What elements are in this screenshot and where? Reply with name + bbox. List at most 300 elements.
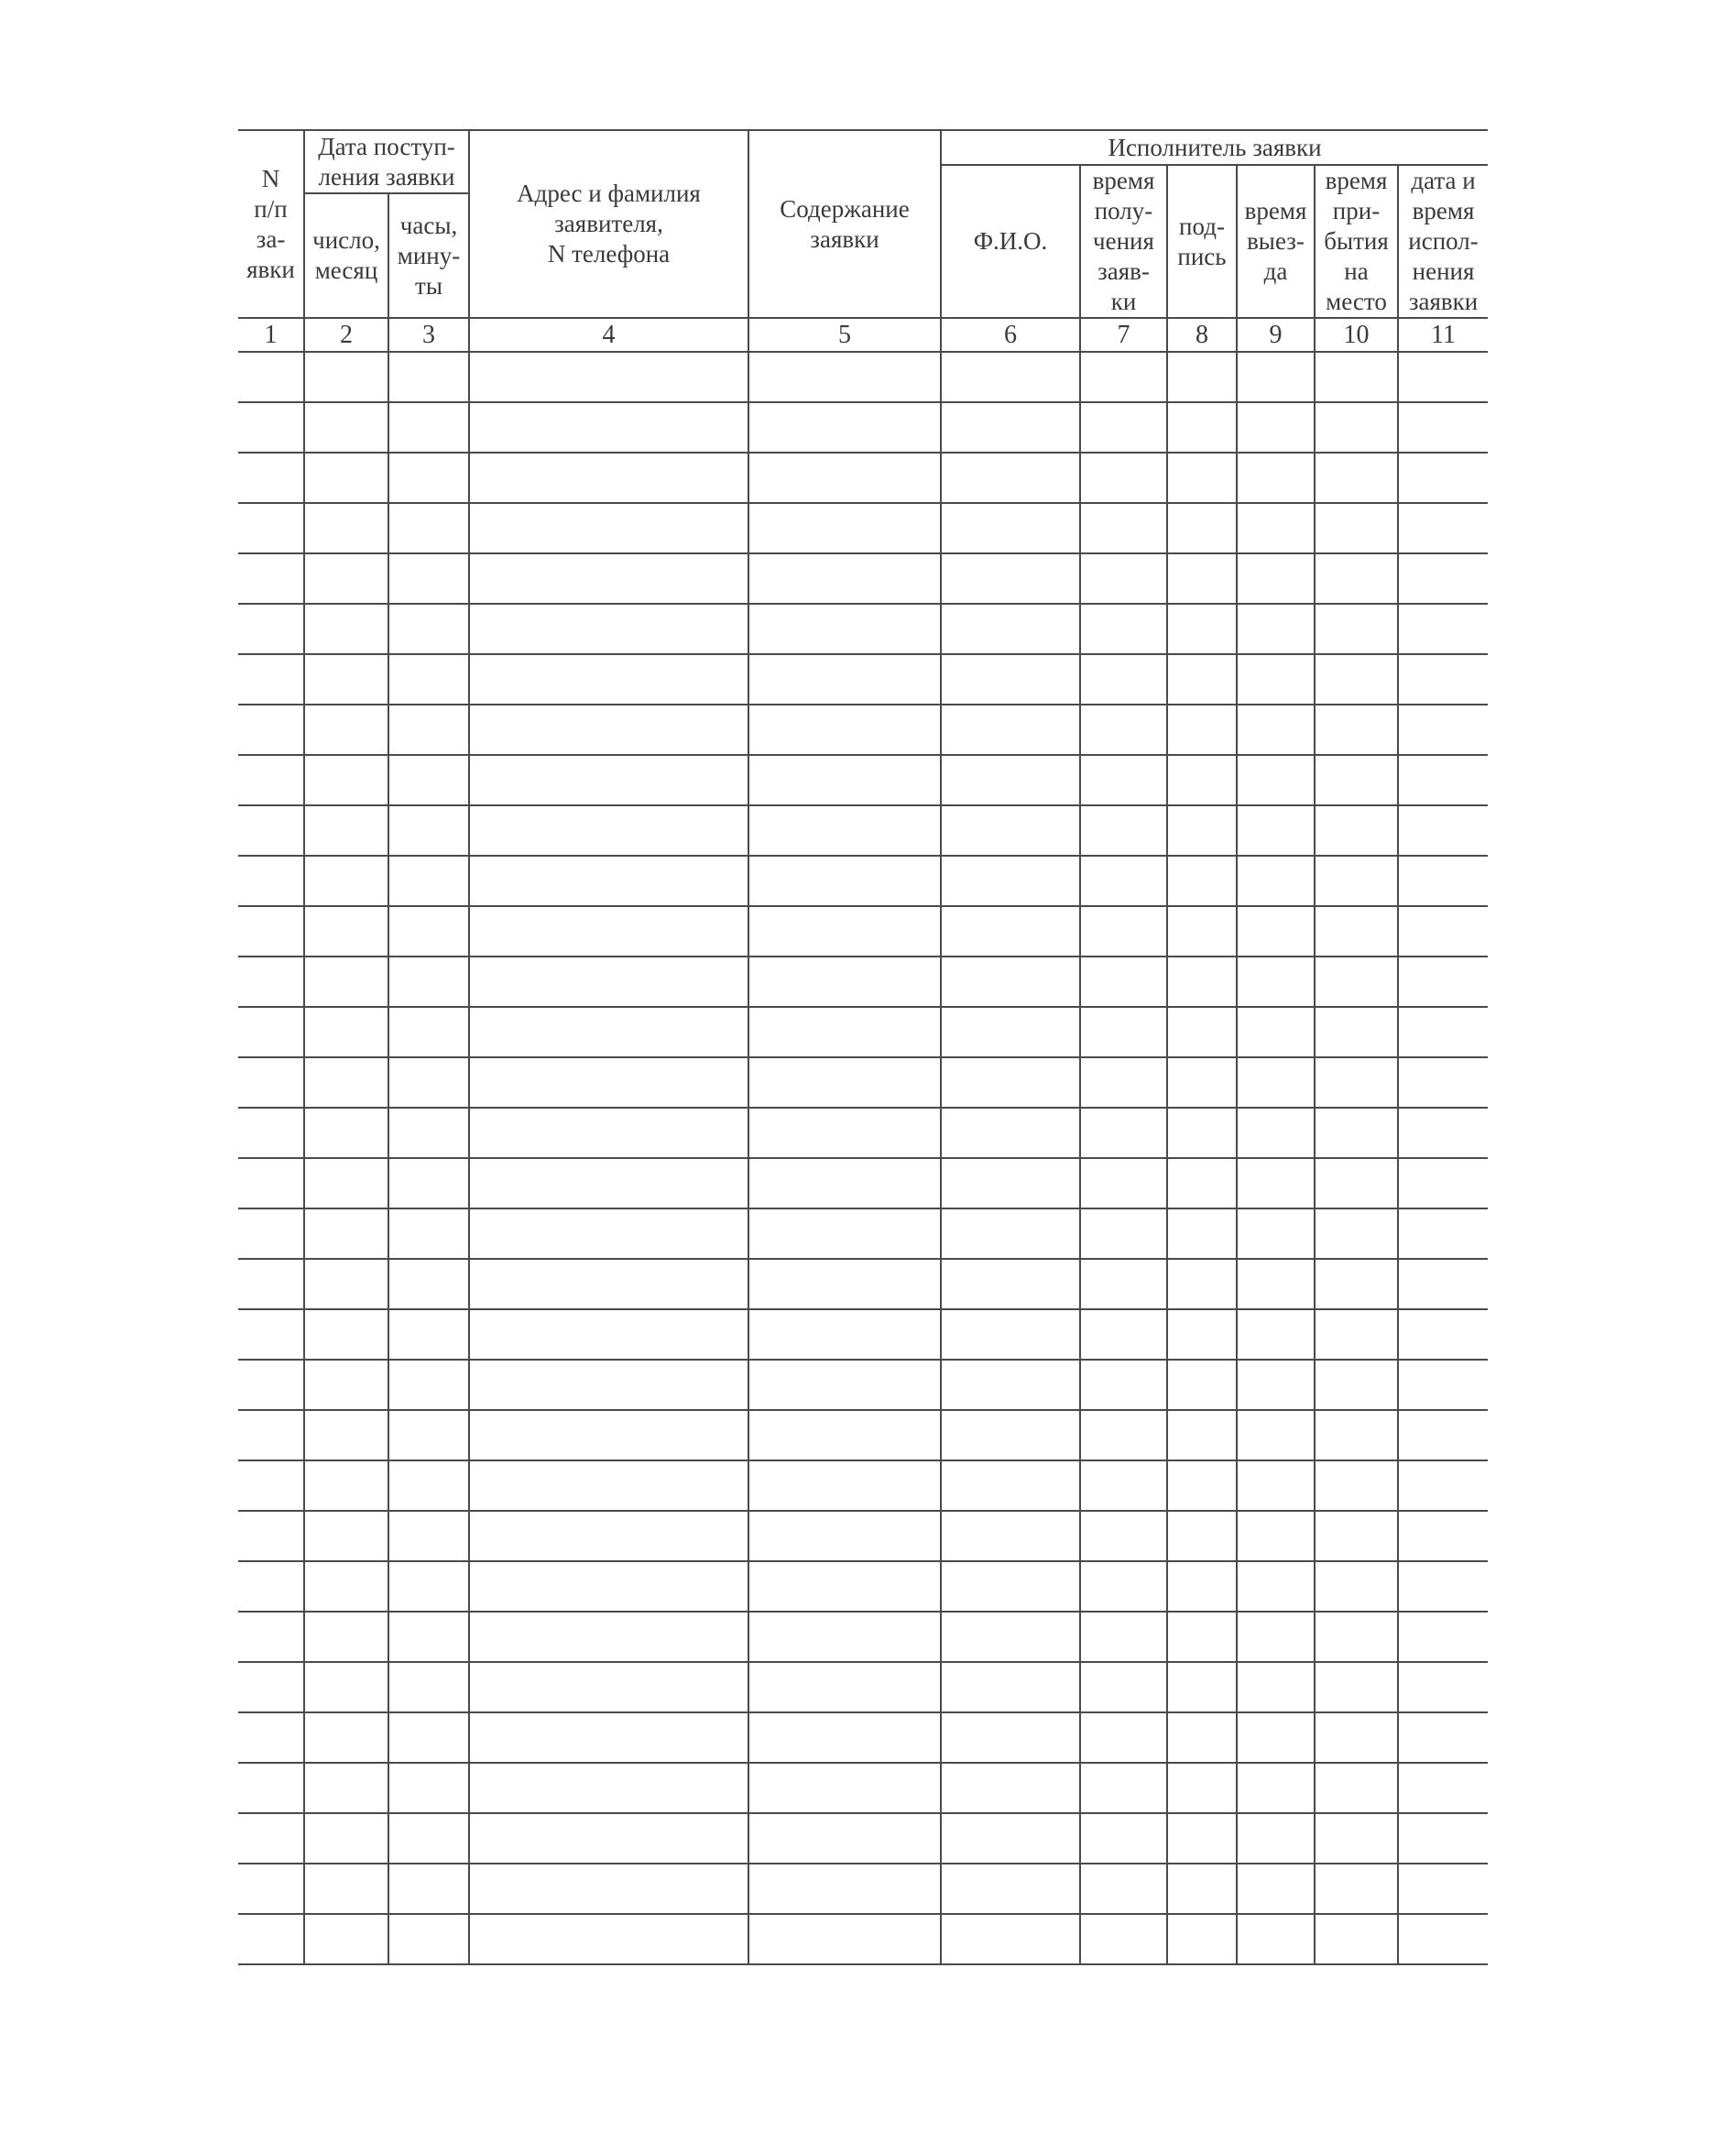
entry-cell[interactable] xyxy=(1167,1813,1237,1864)
entry-cell[interactable] xyxy=(1398,1158,1488,1208)
entry-cell[interactable] xyxy=(1080,705,1167,755)
entry-cell[interactable] xyxy=(469,1813,748,1864)
entry-cell[interactable] xyxy=(748,1158,941,1208)
entry-cell[interactable] xyxy=(1080,1108,1167,1158)
entry-cell[interactable] xyxy=(1237,1057,1315,1108)
entry-cell[interactable] xyxy=(388,906,469,957)
entry-cell[interactable] xyxy=(748,1460,941,1511)
entry-cell[interactable] xyxy=(1080,402,1167,453)
entry-cell[interactable] xyxy=(1315,1662,1398,1712)
entry-cell[interactable] xyxy=(1080,604,1167,654)
entry-cell[interactable] xyxy=(238,1410,304,1460)
entry-cell[interactable] xyxy=(1167,654,1237,705)
entry-cell[interactable] xyxy=(941,604,1080,654)
entry-cell[interactable] xyxy=(1398,604,1488,654)
entry-cell[interactable] xyxy=(304,553,388,604)
entry-cell[interactable] xyxy=(1167,1612,1237,1662)
entry-cell[interactable] xyxy=(1315,1712,1398,1763)
entry-cell[interactable] xyxy=(1080,906,1167,957)
entry-cell[interactable] xyxy=(1167,957,1237,1007)
entry-cell[interactable] xyxy=(941,402,1080,453)
entry-cell[interactable] xyxy=(1167,1763,1237,1813)
entry-cell[interactable] xyxy=(748,1712,941,1763)
entry-cell[interactable] xyxy=(1080,1662,1167,1712)
entry-cell[interactable] xyxy=(1167,1511,1237,1561)
entry-cell[interactable] xyxy=(1237,1864,1315,1914)
entry-cell[interactable] xyxy=(1167,503,1237,553)
entry-cell[interactable] xyxy=(388,1662,469,1712)
entry-cell[interactable] xyxy=(388,352,469,402)
entry-cell[interactable] xyxy=(748,1057,941,1108)
entry-cell[interactable] xyxy=(238,402,304,453)
entry-cell[interactable] xyxy=(469,503,748,553)
entry-cell[interactable] xyxy=(1398,1460,1488,1511)
entry-cell[interactable] xyxy=(941,957,1080,1007)
entry-cell[interactable] xyxy=(469,402,748,453)
entry-cell[interactable] xyxy=(304,1007,388,1057)
entry-cell[interactable] xyxy=(304,1712,388,1763)
entry-cell[interactable] xyxy=(1167,402,1237,453)
entry-cell[interactable] xyxy=(304,1410,388,1460)
entry-cell[interactable] xyxy=(238,1813,304,1864)
entry-cell[interactable] xyxy=(238,1612,304,1662)
entry-cell[interactable] xyxy=(469,705,748,755)
entry-cell[interactable] xyxy=(238,1309,304,1360)
entry-cell[interactable] xyxy=(304,957,388,1007)
entry-cell[interactable] xyxy=(238,755,304,805)
entry-cell[interactable] xyxy=(1398,957,1488,1007)
entry-cell[interactable] xyxy=(388,1309,469,1360)
entry-cell[interactable] xyxy=(1315,1360,1398,1410)
entry-cell[interactable] xyxy=(748,1208,941,1259)
entry-cell[interactable] xyxy=(748,1914,941,1964)
entry-cell[interactable] xyxy=(238,1712,304,1763)
entry-cell[interactable] xyxy=(748,755,941,805)
entry-cell[interactable] xyxy=(388,1813,469,1864)
entry-cell[interactable] xyxy=(388,805,469,856)
entry-cell[interactable] xyxy=(1237,1259,1315,1309)
entry-cell[interactable] xyxy=(1237,957,1315,1007)
entry-cell[interactable] xyxy=(1080,1309,1167,1360)
entry-cell[interactable] xyxy=(1315,1410,1398,1460)
entry-cell[interactable] xyxy=(469,1410,748,1460)
entry-cell[interactable] xyxy=(304,805,388,856)
entry-cell[interactable] xyxy=(1080,1259,1167,1309)
entry-cell[interactable] xyxy=(238,352,304,402)
entry-cell[interactable] xyxy=(1237,1460,1315,1511)
entry-cell[interactable] xyxy=(1315,705,1398,755)
entry-cell[interactable] xyxy=(1315,604,1398,654)
entry-cell[interactable] xyxy=(1080,352,1167,402)
entry-cell[interactable] xyxy=(941,352,1080,402)
entry-cell[interactable] xyxy=(304,1511,388,1561)
entry-cell[interactable] xyxy=(304,705,388,755)
entry-cell[interactable] xyxy=(388,503,469,553)
entry-cell[interactable] xyxy=(1080,856,1167,906)
entry-cell[interactable] xyxy=(469,1007,748,1057)
entry-cell[interactable] xyxy=(1237,1612,1315,1662)
entry-cell[interactable] xyxy=(1398,1561,1488,1612)
entry-cell[interactable] xyxy=(941,553,1080,604)
entry-cell[interactable] xyxy=(1398,1057,1488,1108)
entry-cell[interactable] xyxy=(1398,755,1488,805)
entry-cell[interactable] xyxy=(941,1712,1080,1763)
entry-cell[interactable] xyxy=(238,453,304,503)
entry-cell[interactable] xyxy=(388,957,469,1007)
entry-cell[interactable] xyxy=(1315,654,1398,705)
entry-cell[interactable] xyxy=(941,755,1080,805)
entry-cell[interactable] xyxy=(388,1612,469,1662)
entry-cell[interactable] xyxy=(1398,1712,1488,1763)
entry-cell[interactable] xyxy=(941,1259,1080,1309)
entry-cell[interactable] xyxy=(238,1561,304,1612)
entry-cell[interactable] xyxy=(1080,1057,1167,1108)
entry-cell[interactable] xyxy=(304,453,388,503)
entry-cell[interactable] xyxy=(748,352,941,402)
entry-cell[interactable] xyxy=(1080,957,1167,1007)
entry-cell[interactable] xyxy=(1080,1612,1167,1662)
entry-cell[interactable] xyxy=(1167,1057,1237,1108)
entry-cell[interactable] xyxy=(941,705,1080,755)
entry-cell[interactable] xyxy=(748,705,941,755)
entry-cell[interactable] xyxy=(304,856,388,906)
entry-cell[interactable] xyxy=(1167,1208,1237,1259)
entry-cell[interactable] xyxy=(1315,856,1398,906)
entry-cell[interactable] xyxy=(1080,1360,1167,1410)
entry-cell[interactable] xyxy=(238,503,304,553)
entry-cell[interactable] xyxy=(304,906,388,957)
entry-cell[interactable] xyxy=(388,1108,469,1158)
entry-cell[interactable] xyxy=(1237,1662,1315,1712)
entry-cell[interactable] xyxy=(388,1864,469,1914)
entry-cell[interactable] xyxy=(1237,1108,1315,1158)
entry-cell[interactable] xyxy=(1167,604,1237,654)
entry-cell[interactable] xyxy=(1315,1259,1398,1309)
entry-cell[interactable] xyxy=(388,1712,469,1763)
entry-cell[interactable] xyxy=(304,1561,388,1612)
entry-cell[interactable] xyxy=(1315,1612,1398,1662)
entry-cell[interactable] xyxy=(941,1511,1080,1561)
entry-cell[interactable] xyxy=(238,1108,304,1158)
entry-cell[interactable] xyxy=(1398,1108,1488,1158)
entry-cell[interactable] xyxy=(1167,1309,1237,1360)
entry-cell[interactable] xyxy=(1167,1410,1237,1460)
entry-cell[interactable] xyxy=(1237,604,1315,654)
entry-cell[interactable] xyxy=(388,1410,469,1460)
entry-cell[interactable] xyxy=(1080,805,1167,856)
entry-cell[interactable] xyxy=(304,1460,388,1511)
entry-cell[interactable] xyxy=(304,1108,388,1158)
entry-cell[interactable] xyxy=(238,1864,304,1914)
entry-cell[interactable] xyxy=(1167,1561,1237,1612)
entry-cell[interactable] xyxy=(1398,1511,1488,1561)
entry-cell[interactable] xyxy=(748,503,941,553)
entry-cell[interactable] xyxy=(304,1259,388,1309)
entry-cell[interactable] xyxy=(304,1813,388,1864)
entry-cell[interactable] xyxy=(469,1259,748,1309)
entry-cell[interactable] xyxy=(388,1561,469,1612)
entry-cell[interactable] xyxy=(238,1158,304,1208)
entry-cell[interactable] xyxy=(1315,1813,1398,1864)
entry-cell[interactable] xyxy=(469,1712,748,1763)
entry-cell[interactable] xyxy=(748,906,941,957)
entry-cell[interactable] xyxy=(388,402,469,453)
entry-cell[interactable] xyxy=(1167,906,1237,957)
entry-cell[interactable] xyxy=(1167,1662,1237,1712)
entry-cell[interactable] xyxy=(1398,654,1488,705)
entry-cell[interactable] xyxy=(1398,553,1488,604)
entry-cell[interactable] xyxy=(469,1208,748,1259)
entry-cell[interactable] xyxy=(388,1914,469,1964)
entry-cell[interactable] xyxy=(1167,1712,1237,1763)
entry-cell[interactable] xyxy=(304,654,388,705)
entry-cell[interactable] xyxy=(238,604,304,654)
entry-cell[interactable] xyxy=(1080,1208,1167,1259)
entry-cell[interactable] xyxy=(1315,1460,1398,1511)
entry-cell[interactable] xyxy=(1237,1813,1315,1864)
entry-cell[interactable] xyxy=(1167,1007,1237,1057)
entry-cell[interactable] xyxy=(1237,1360,1315,1410)
entry-cell[interactable] xyxy=(1080,553,1167,604)
entry-cell[interactable] xyxy=(388,1259,469,1309)
entry-cell[interactable] xyxy=(304,1309,388,1360)
entry-cell[interactable] xyxy=(1080,503,1167,553)
entry-cell[interactable] xyxy=(304,503,388,553)
entry-cell[interactable] xyxy=(238,1057,304,1108)
entry-cell[interactable] xyxy=(1237,1007,1315,1057)
entry-cell[interactable] xyxy=(1398,453,1488,503)
entry-cell[interactable] xyxy=(1398,906,1488,957)
entry-cell[interactable] xyxy=(304,755,388,805)
entry-cell[interactable] xyxy=(388,1763,469,1813)
entry-cell[interactable] xyxy=(1237,453,1315,503)
entry-cell[interactable] xyxy=(748,1864,941,1914)
entry-cell[interactable] xyxy=(238,805,304,856)
entry-cell[interactable] xyxy=(941,1410,1080,1460)
entry-cell[interactable] xyxy=(1167,1360,1237,1410)
entry-cell[interactable] xyxy=(238,705,304,755)
entry-cell[interactable] xyxy=(941,1108,1080,1158)
entry-cell[interactable] xyxy=(941,503,1080,553)
entry-cell[interactable] xyxy=(238,553,304,604)
entry-cell[interactable] xyxy=(941,1208,1080,1259)
entry-cell[interactable] xyxy=(1398,1007,1488,1057)
entry-cell[interactable] xyxy=(1398,1259,1488,1309)
entry-cell[interactable] xyxy=(469,352,748,402)
entry-cell[interactable] xyxy=(1398,1763,1488,1813)
entry-cell[interactable] xyxy=(469,654,748,705)
entry-cell[interactable] xyxy=(1167,755,1237,805)
entry-cell[interactable] xyxy=(388,1007,469,1057)
entry-cell[interactable] xyxy=(1167,1864,1237,1914)
entry-cell[interactable] xyxy=(748,1511,941,1561)
entry-cell[interactable] xyxy=(1315,402,1398,453)
entry-cell[interactable] xyxy=(238,1007,304,1057)
entry-cell[interactable] xyxy=(1167,705,1237,755)
entry-cell[interactable] xyxy=(1080,1712,1167,1763)
entry-cell[interactable] xyxy=(1080,1410,1167,1460)
entry-cell[interactable] xyxy=(1315,1208,1398,1259)
entry-cell[interactable] xyxy=(469,906,748,957)
entry-cell[interactable] xyxy=(1237,1712,1315,1763)
entry-cell[interactable] xyxy=(388,1208,469,1259)
entry-cell[interactable] xyxy=(1237,402,1315,453)
entry-cell[interactable] xyxy=(469,1763,748,1813)
entry-cell[interactable] xyxy=(1237,1309,1315,1360)
entry-cell[interactable] xyxy=(238,1208,304,1259)
entry-cell[interactable] xyxy=(238,1360,304,1410)
entry-cell[interactable] xyxy=(1237,352,1315,402)
entry-cell[interactable] xyxy=(1398,1360,1488,1410)
entry-cell[interactable] xyxy=(1315,352,1398,402)
entry-cell[interactable] xyxy=(388,856,469,906)
entry-cell[interactable] xyxy=(748,553,941,604)
entry-cell[interactable] xyxy=(469,1914,748,1964)
entry-cell[interactable] xyxy=(1237,705,1315,755)
entry-cell[interactable] xyxy=(304,1763,388,1813)
entry-cell[interactable] xyxy=(388,1057,469,1108)
entry-cell[interactable] xyxy=(748,1108,941,1158)
entry-cell[interactable] xyxy=(1237,805,1315,856)
entry-cell[interactable] xyxy=(1398,705,1488,755)
entry-cell[interactable] xyxy=(1167,1460,1237,1511)
entry-cell[interactable] xyxy=(1398,503,1488,553)
entry-cell[interactable] xyxy=(1315,1158,1398,1208)
entry-cell[interactable] xyxy=(304,1864,388,1914)
entry-cell[interactable] xyxy=(388,1158,469,1208)
entry-cell[interactable] xyxy=(1315,1511,1398,1561)
entry-cell[interactable] xyxy=(469,553,748,604)
entry-cell[interactable] xyxy=(748,1561,941,1612)
entry-cell[interactable] xyxy=(238,654,304,705)
entry-cell[interactable] xyxy=(1398,1914,1488,1964)
entry-cell[interactable] xyxy=(941,1360,1080,1410)
entry-cell[interactable] xyxy=(1315,1864,1398,1914)
entry-cell[interactable] xyxy=(1315,957,1398,1007)
entry-cell[interactable] xyxy=(469,1662,748,1712)
entry-cell[interactable] xyxy=(1080,453,1167,503)
entry-cell[interactable] xyxy=(469,1108,748,1158)
entry-cell[interactable] xyxy=(238,1460,304,1511)
entry-cell[interactable] xyxy=(941,1309,1080,1360)
entry-cell[interactable] xyxy=(304,1360,388,1410)
entry-cell[interactable] xyxy=(469,1460,748,1511)
entry-cell[interactable] xyxy=(748,604,941,654)
entry-cell[interactable] xyxy=(388,1511,469,1561)
entry-cell[interactable] xyxy=(238,906,304,957)
entry-cell[interactable] xyxy=(1237,503,1315,553)
entry-cell[interactable] xyxy=(469,805,748,856)
entry-cell[interactable] xyxy=(941,453,1080,503)
entry-cell[interactable] xyxy=(748,1612,941,1662)
entry-cell[interactable] xyxy=(1080,1511,1167,1561)
entry-cell[interactable] xyxy=(304,1158,388,1208)
entry-cell[interactable] xyxy=(1398,1864,1488,1914)
entry-cell[interactable] xyxy=(941,1007,1080,1057)
entry-cell[interactable] xyxy=(1080,1914,1167,1964)
entry-cell[interactable] xyxy=(1315,755,1398,805)
entry-cell[interactable] xyxy=(1080,1864,1167,1914)
entry-cell[interactable] xyxy=(469,604,748,654)
entry-cell[interactable] xyxy=(1315,1561,1398,1612)
entry-cell[interactable] xyxy=(748,654,941,705)
entry-cell[interactable] xyxy=(388,553,469,604)
entry-cell[interactable] xyxy=(304,352,388,402)
entry-cell[interactable] xyxy=(238,856,304,906)
entry-cell[interactable] xyxy=(941,1612,1080,1662)
entry-cell[interactable] xyxy=(469,957,748,1007)
entry-cell[interactable] xyxy=(941,1914,1080,1964)
entry-cell[interactable] xyxy=(941,1813,1080,1864)
entry-cell[interactable] xyxy=(469,755,748,805)
entry-cell[interactable] xyxy=(469,1057,748,1108)
entry-cell[interactable] xyxy=(469,1309,748,1360)
entry-cell[interactable] xyxy=(469,1561,748,1612)
entry-cell[interactable] xyxy=(748,1410,941,1460)
entry-cell[interactable] xyxy=(1398,352,1488,402)
entry-cell[interactable] xyxy=(941,805,1080,856)
entry-cell[interactable] xyxy=(238,1662,304,1712)
entry-cell[interactable] xyxy=(941,1662,1080,1712)
entry-cell[interactable] xyxy=(941,1460,1080,1511)
entry-cell[interactable] xyxy=(1237,1763,1315,1813)
entry-cell[interactable] xyxy=(1237,553,1315,604)
entry-cell[interactable] xyxy=(941,1158,1080,1208)
entry-cell[interactable] xyxy=(1398,856,1488,906)
entry-cell[interactable] xyxy=(748,856,941,906)
entry-cell[interactable] xyxy=(469,1864,748,1914)
entry-cell[interactable] xyxy=(748,957,941,1007)
entry-cell[interactable] xyxy=(1080,1007,1167,1057)
entry-cell[interactable] xyxy=(388,654,469,705)
entry-cell[interactable] xyxy=(388,755,469,805)
entry-cell[interactable] xyxy=(388,1360,469,1410)
entry-cell[interactable] xyxy=(1315,1108,1398,1158)
entry-cell[interactable] xyxy=(1315,1763,1398,1813)
entry-cell[interactable] xyxy=(1237,906,1315,957)
entry-cell[interactable] xyxy=(469,1612,748,1662)
entry-cell[interactable] xyxy=(238,1914,304,1964)
entry-cell[interactable] xyxy=(1167,1108,1237,1158)
entry-cell[interactable] xyxy=(1080,1158,1167,1208)
entry-cell[interactable] xyxy=(238,1259,304,1309)
entry-cell[interactable] xyxy=(1167,1914,1237,1964)
entry-cell[interactable] xyxy=(1398,1208,1488,1259)
entry-cell[interactable] xyxy=(1315,805,1398,856)
entry-cell[interactable] xyxy=(304,1612,388,1662)
entry-cell[interactable] xyxy=(1080,1460,1167,1511)
entry-cell[interactable] xyxy=(1398,402,1488,453)
entry-cell[interactable] xyxy=(304,1057,388,1108)
entry-cell[interactable] xyxy=(1237,856,1315,906)
entry-cell[interactable] xyxy=(941,856,1080,906)
entry-cell[interactable] xyxy=(388,1460,469,1511)
entry-cell[interactable] xyxy=(1398,1662,1488,1712)
entry-cell[interactable] xyxy=(1237,1208,1315,1259)
entry-cell[interactable] xyxy=(748,1309,941,1360)
entry-cell[interactable] xyxy=(304,1914,388,1964)
entry-cell[interactable] xyxy=(1080,1813,1167,1864)
entry-cell[interactable] xyxy=(1167,352,1237,402)
entry-cell[interactable] xyxy=(1398,1612,1488,1662)
entry-cell[interactable] xyxy=(1315,453,1398,503)
entry-cell[interactable] xyxy=(1398,1309,1488,1360)
entry-cell[interactable] xyxy=(1315,1007,1398,1057)
entry-cell[interactable] xyxy=(1167,856,1237,906)
entry-cell[interactable] xyxy=(304,604,388,654)
entry-cell[interactable] xyxy=(941,1864,1080,1914)
entry-cell[interactable] xyxy=(1080,654,1167,705)
